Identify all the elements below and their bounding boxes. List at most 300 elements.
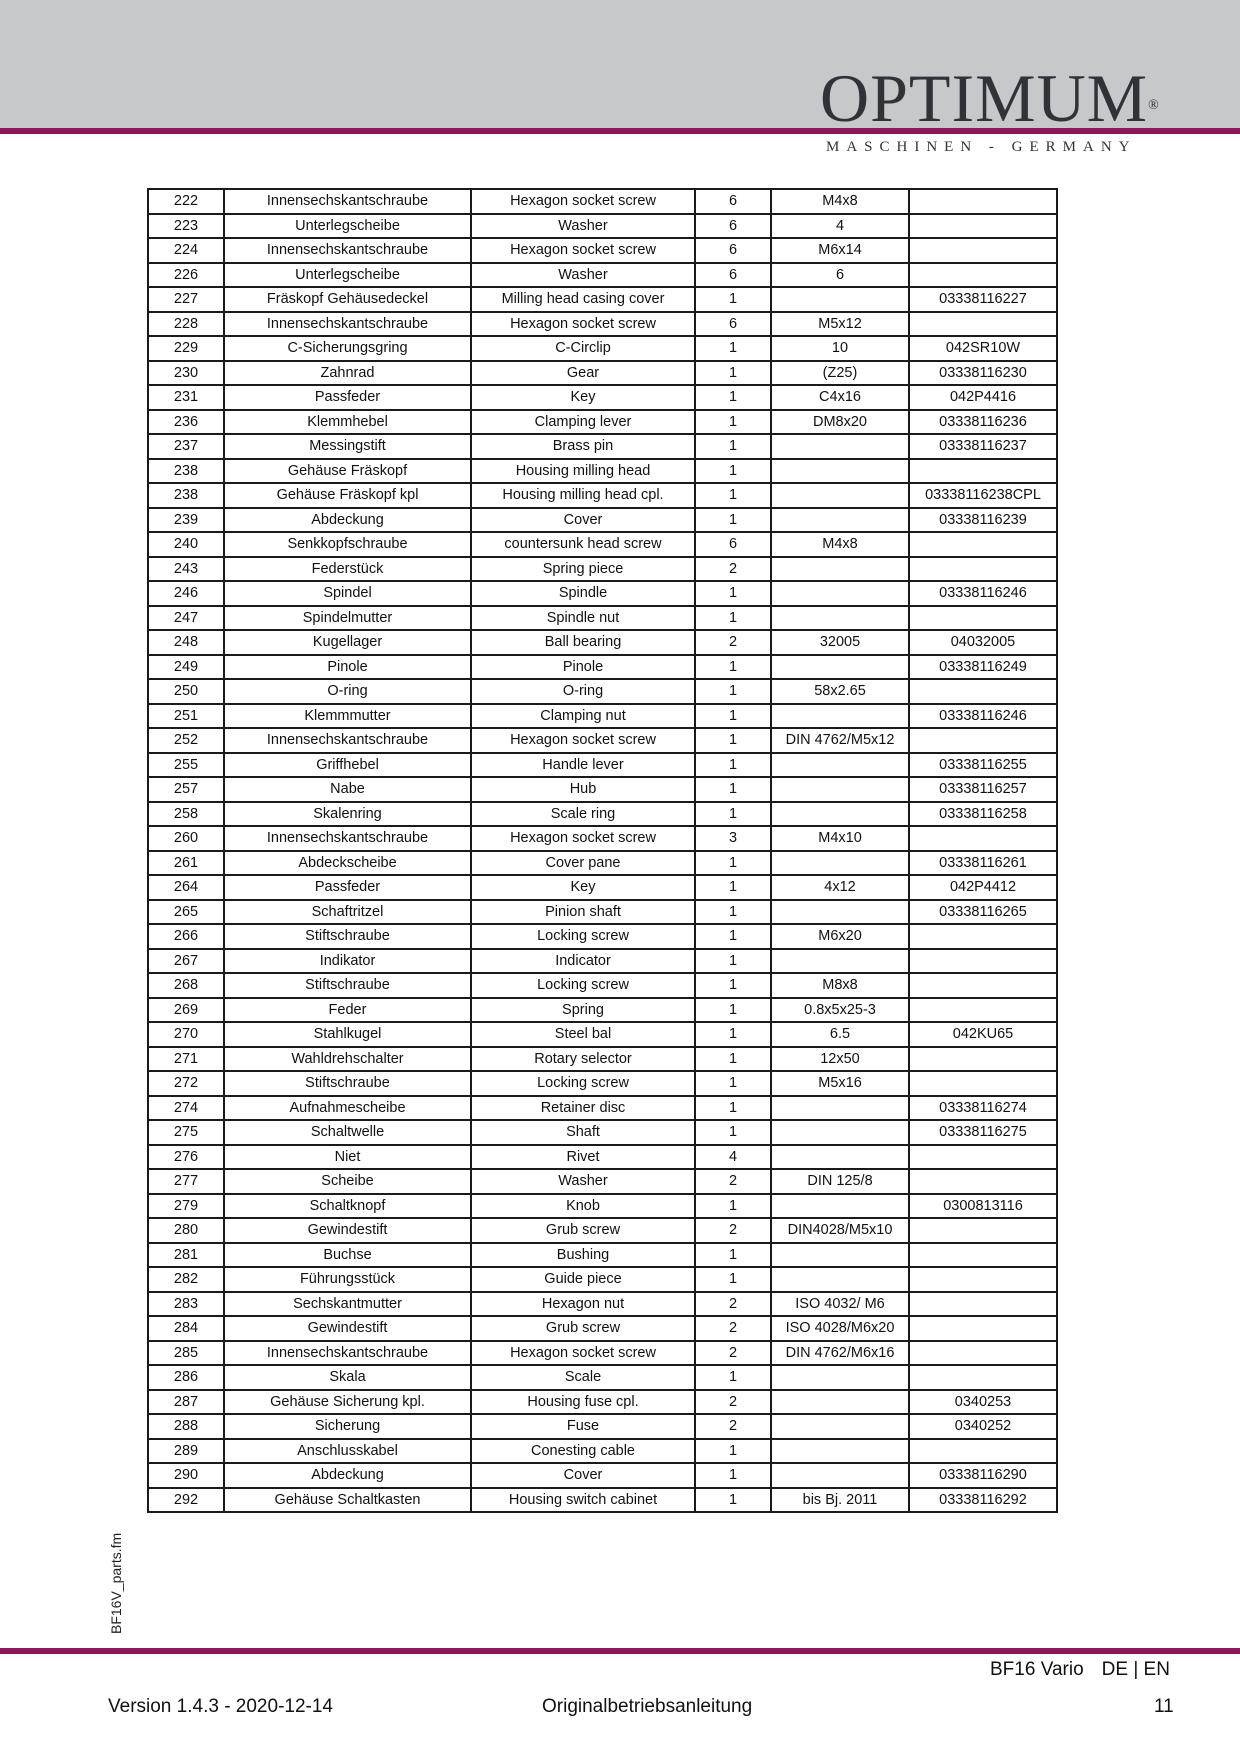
table-row — [148, 1292, 1057, 1317]
size-cell: 32005 — [771, 630, 909, 655]
size-cell — [771, 1365, 909, 1390]
english-name-cell: Scale — [471, 1365, 695, 1390]
size-cell — [771, 1439, 909, 1464]
size-cell — [771, 900, 909, 925]
position-cell: 276 — [148, 1145, 224, 1170]
logo-text: OPTIMUM — [820, 60, 1149, 136]
german-name-cell: Gehäuse Schaltkasten — [224, 1488, 471, 1513]
table-row — [148, 949, 1057, 974]
table-row — [148, 679, 1057, 704]
english-name-cell: Knob — [471, 1194, 695, 1219]
size-cell: M4x10 — [771, 826, 909, 851]
position-cell: 288 — [148, 1414, 224, 1439]
item-number-cell: 03338116238CPL — [909, 483, 1057, 508]
position-cell: 227 — [148, 287, 224, 312]
german-name-cell: Gehäuse Sicherung kpl. — [224, 1390, 471, 1415]
item-number-cell: 03338116261 — [909, 851, 1057, 876]
table-row — [148, 214, 1057, 239]
model-name: BF16 Vario — [990, 1659, 1084, 1680]
item-number-cell: 03338116265 — [909, 900, 1057, 925]
position-cell: 249 — [148, 655, 224, 680]
size-cell — [771, 851, 909, 876]
item-number-cell — [909, 1145, 1057, 1170]
table-row — [148, 385, 1057, 410]
table-row — [148, 875, 1057, 900]
registered-mark: ® — [1148, 98, 1160, 113]
table-row — [148, 361, 1057, 386]
size-cell: ISO 4028/M6x20 — [771, 1316, 909, 1341]
size-cell — [771, 581, 909, 606]
english-name-cell: Shaft — [471, 1120, 695, 1145]
table-row — [148, 606, 1057, 631]
table-row — [148, 802, 1057, 827]
english-name-cell: Conesting cable — [471, 1439, 695, 1464]
quantity-cell: 1 — [695, 483, 771, 508]
table-row — [148, 1365, 1057, 1390]
size-cell: 58x2.65 — [771, 679, 909, 704]
size-cell — [771, 1194, 909, 1219]
german-name-cell: Klemmmutter — [224, 704, 471, 729]
table-row — [148, 557, 1057, 582]
position-cell: 230 — [148, 361, 224, 386]
item-number-cell: 03338116255 — [909, 753, 1057, 778]
size-cell — [771, 655, 909, 680]
position-cell: 250 — [148, 679, 224, 704]
english-name-cell: C-Circlip — [471, 336, 695, 361]
item-number-cell: 042KU65 — [909, 1022, 1057, 1047]
german-name-cell: Abdeckung — [224, 508, 471, 533]
english-name-cell: Grub screw — [471, 1218, 695, 1243]
quantity-cell: 1 — [695, 581, 771, 606]
english-name-cell: Handle lever — [471, 753, 695, 778]
position-cell: 286 — [148, 1365, 224, 1390]
quantity-cell: 2 — [695, 1316, 771, 1341]
german-name-cell: Schaftritzel — [224, 900, 471, 925]
size-cell — [771, 777, 909, 802]
german-name-cell: Innensechskantschraube — [224, 189, 471, 214]
position-cell: 238 — [148, 459, 224, 484]
table-row — [148, 1488, 1057, 1513]
size-cell — [771, 753, 909, 778]
parts-table-body — [148, 189, 1057, 1512]
size-cell: M8x8 — [771, 973, 909, 998]
size-cell: M4x8 — [771, 189, 909, 214]
item-number-cell — [909, 1169, 1057, 1194]
table-row — [148, 434, 1057, 459]
english-name-cell: Clamping nut — [471, 704, 695, 729]
position-cell: 264 — [148, 875, 224, 900]
german-name-cell: Federstück — [224, 557, 471, 582]
item-number-cell — [909, 606, 1057, 631]
size-cell: M6x14 — [771, 238, 909, 263]
item-number-cell — [909, 998, 1057, 1023]
german-name-cell: Passfeder — [224, 385, 471, 410]
size-cell: 4x12 — [771, 875, 909, 900]
position-cell: 268 — [148, 973, 224, 998]
size-cell — [771, 557, 909, 582]
item-number-cell: 03338116275 — [909, 1120, 1057, 1145]
item-number-cell — [909, 1341, 1057, 1366]
table-row — [148, 581, 1057, 606]
quantity-cell: 1 — [695, 924, 771, 949]
quantity-cell: 3 — [695, 826, 771, 851]
english-name-cell: Scale ring — [471, 802, 695, 827]
position-cell: 252 — [148, 728, 224, 753]
position-cell: 240 — [148, 532, 224, 557]
item-number-cell: 0300813116 — [909, 1194, 1057, 1219]
item-number-cell — [909, 1071, 1057, 1096]
quantity-cell: 1 — [695, 606, 771, 631]
german-name-cell: Gehäuse Fräskopf kpl — [224, 483, 471, 508]
position-cell: 279 — [148, 1194, 224, 1219]
english-name-cell: Housing milling head — [471, 459, 695, 484]
table-row — [148, 777, 1057, 802]
size-cell: DIN 4762/M5x12 — [771, 728, 909, 753]
german-name-cell: Gehäuse Fräskopf — [224, 459, 471, 484]
quantity-cell: 1 — [695, 875, 771, 900]
english-name-cell: Retainer disc — [471, 1096, 695, 1121]
item-number-cell — [909, 238, 1057, 263]
item-number-cell — [909, 679, 1057, 704]
german-name-cell: Messingstift — [224, 434, 471, 459]
quantity-cell: 6 — [695, 214, 771, 239]
size-cell: M6x20 — [771, 924, 909, 949]
position-cell: 226 — [148, 263, 224, 288]
german-name-cell: Stiftschraube — [224, 1071, 471, 1096]
position-cell: 280 — [148, 1218, 224, 1243]
german-name-cell: Führungsstück — [224, 1267, 471, 1292]
english-name-cell: Washer — [471, 1169, 695, 1194]
position-cell: 289 — [148, 1439, 224, 1464]
size-cell: ISO 4032/ M6 — [771, 1292, 909, 1317]
english-name-cell: Housing switch cabinet — [471, 1488, 695, 1513]
german-name-cell: Stiftschraube — [224, 973, 471, 998]
english-name-cell: Cover — [471, 1463, 695, 1488]
table-row — [148, 1316, 1057, 1341]
size-cell: 6.5 — [771, 1022, 909, 1047]
quantity-cell: 1 — [695, 385, 771, 410]
german-name-cell: Wahldrehschalter — [224, 1047, 471, 1072]
english-name-cell: Rivet — [471, 1145, 695, 1170]
size-cell — [771, 1267, 909, 1292]
item-number-cell — [909, 973, 1057, 998]
german-name-cell: Spindelmutter — [224, 606, 471, 631]
quantity-cell: 1 — [695, 410, 771, 435]
quantity-cell: 2 — [695, 1414, 771, 1439]
item-number-cell: 04032005 — [909, 630, 1057, 655]
table-row — [148, 1194, 1057, 1219]
size-cell: 0.8x5x25-3 — [771, 998, 909, 1023]
size-cell — [771, 606, 909, 631]
position-cell: 284 — [148, 1316, 224, 1341]
german-name-cell: Nabe — [224, 777, 471, 802]
english-name-cell: Fuse — [471, 1414, 695, 1439]
english-name-cell: Hexagon socket screw — [471, 728, 695, 753]
item-number-cell: 03338116237 — [909, 434, 1057, 459]
english-name-cell: Steel bal — [471, 1022, 695, 1047]
item-number-cell: 03338116292 — [909, 1488, 1057, 1513]
table-row — [148, 1439, 1057, 1464]
quantity-cell: 1 — [695, 949, 771, 974]
quantity-cell: 2 — [695, 1390, 771, 1415]
table-row — [148, 1145, 1057, 1170]
english-name-cell: Locking screw — [471, 973, 695, 998]
english-name-cell: Brass pin — [471, 434, 695, 459]
item-number-cell: 03338116227 — [909, 287, 1057, 312]
quantity-cell: 1 — [695, 753, 771, 778]
english-name-cell: Locking screw — [471, 1071, 695, 1096]
table-row — [148, 1022, 1057, 1047]
position-cell: 274 — [148, 1096, 224, 1121]
quantity-cell: 6 — [695, 532, 771, 557]
size-cell — [771, 1414, 909, 1439]
english-name-cell: Spindle — [471, 581, 695, 606]
table-row — [148, 924, 1057, 949]
table-row — [148, 1414, 1057, 1439]
size-cell: DIN4028/M5x10 — [771, 1218, 909, 1243]
english-name-cell: Hexagon nut — [471, 1292, 695, 1317]
item-number-cell — [909, 459, 1057, 484]
english-name-cell: Indicator — [471, 949, 695, 974]
position-cell: 267 — [148, 949, 224, 974]
position-cell: 243 — [148, 557, 224, 582]
item-number-cell: 042SR10W — [909, 336, 1057, 361]
quantity-cell: 1 — [695, 1365, 771, 1390]
size-cell — [771, 1390, 909, 1415]
german-name-cell: Scheibe — [224, 1169, 471, 1194]
logo-tagline: MASCHINEN - GERMANY — [826, 139, 1137, 155]
quantity-cell: 6 — [695, 189, 771, 214]
size-cell: 10 — [771, 336, 909, 361]
german-name-cell: Spindel — [224, 581, 471, 606]
quantity-cell: 1 — [695, 1071, 771, 1096]
german-name-cell: Stiftschraube — [224, 924, 471, 949]
position-cell: 270 — [148, 1022, 224, 1047]
item-number-cell: 03338116249 — [909, 655, 1057, 680]
table-row — [148, 630, 1057, 655]
quantity-cell: 1 — [695, 728, 771, 753]
table-row — [148, 728, 1057, 753]
position-cell: 285 — [148, 1341, 224, 1366]
german-name-cell: Schaltwelle — [224, 1120, 471, 1145]
table-row — [148, 1218, 1057, 1243]
size-cell — [771, 1145, 909, 1170]
item-number-cell — [909, 557, 1057, 582]
german-name-cell: C-Sicherungsgring — [224, 336, 471, 361]
german-name-cell: Abdeckscheibe — [224, 851, 471, 876]
position-cell: 231 — [148, 385, 224, 410]
english-name-cell: Guide piece — [471, 1267, 695, 1292]
item-number-cell — [909, 312, 1057, 337]
size-cell — [771, 1463, 909, 1488]
quantity-cell: 1 — [695, 1120, 771, 1145]
table-row — [148, 263, 1057, 288]
item-number-cell — [909, 1439, 1057, 1464]
size-cell: M4x8 — [771, 532, 909, 557]
position-cell: 257 — [148, 777, 224, 802]
english-name-cell: countersunk head screw — [471, 532, 695, 557]
german-name-cell: Buchse — [224, 1243, 471, 1268]
english-name-cell: Clamping lever — [471, 410, 695, 435]
quantity-cell: 1 — [695, 361, 771, 386]
german-name-cell: Innensechskantschraube — [224, 1341, 471, 1366]
english-name-cell: Gear — [471, 361, 695, 386]
english-name-cell: Bushing — [471, 1243, 695, 1268]
quantity-cell: 1 — [695, 287, 771, 312]
position-cell: 260 — [148, 826, 224, 851]
position-cell: 269 — [148, 998, 224, 1023]
position-cell: 258 — [148, 802, 224, 827]
english-name-cell: Pinole — [471, 655, 695, 680]
item-number-cell — [909, 728, 1057, 753]
position-cell: 237 — [148, 434, 224, 459]
quantity-cell: 1 — [695, 973, 771, 998]
position-cell: 247 — [148, 606, 224, 631]
german-name-cell: Fräskopf Gehäusedeckel — [224, 287, 471, 312]
size-cell: bis Bj. 2011 — [771, 1488, 909, 1513]
table-row — [148, 1463, 1057, 1488]
table-row — [148, 532, 1057, 557]
item-number-cell — [909, 1218, 1057, 1243]
table-row — [148, 508, 1057, 533]
table-row — [148, 851, 1057, 876]
german-name-cell: O-ring — [224, 679, 471, 704]
item-number-cell — [909, 189, 1057, 214]
item-number-cell — [909, 1047, 1057, 1072]
quantity-cell: 1 — [695, 508, 771, 533]
item-number-cell — [909, 924, 1057, 949]
position-cell: 224 — [148, 238, 224, 263]
quantity-cell: 1 — [695, 655, 771, 680]
position-cell: 222 — [148, 189, 224, 214]
german-name-cell: Klemmhebel — [224, 410, 471, 435]
quantity-cell: 1 — [695, 1022, 771, 1047]
german-name-cell: Skala — [224, 1365, 471, 1390]
quantity-cell: 1 — [695, 1194, 771, 1219]
english-name-cell: Washer — [471, 214, 695, 239]
size-cell — [771, 483, 909, 508]
german-name-cell: Unterlegscheibe — [224, 214, 471, 239]
quantity-cell: 6 — [695, 312, 771, 337]
position-cell: 248 — [148, 630, 224, 655]
german-name-cell: Anschlusskabel — [224, 1439, 471, 1464]
size-cell — [771, 802, 909, 827]
english-name-cell: Housing milling head cpl. — [471, 483, 695, 508]
item-number-cell: 0340253 — [909, 1390, 1057, 1415]
size-cell: DIN 4762/M6x16 — [771, 1341, 909, 1366]
table-row — [148, 312, 1057, 337]
item-number-cell: 042P4412 — [909, 875, 1057, 900]
position-cell: 272 — [148, 1071, 224, 1096]
english-name-cell: O-ring — [471, 679, 695, 704]
item-number-cell: 03338116290 — [909, 1463, 1057, 1488]
table-row — [148, 1120, 1057, 1145]
size-cell — [771, 434, 909, 459]
german-name-cell: Skalenring — [224, 802, 471, 827]
table-row — [148, 1243, 1057, 1268]
position-cell: 229 — [148, 336, 224, 361]
table-row — [148, 1096, 1057, 1121]
quantity-cell: 1 — [695, 1463, 771, 1488]
quantity-cell: 1 — [695, 802, 771, 827]
quantity-cell: 1 — [695, 336, 771, 361]
german-name-cell: Zahnrad — [224, 361, 471, 386]
item-number-cell — [909, 826, 1057, 851]
german-name-cell: Schaltknopf — [224, 1194, 471, 1219]
table-row — [148, 900, 1057, 925]
quantity-cell: 1 — [695, 998, 771, 1023]
english-name-cell: Cover pane — [471, 851, 695, 876]
position-cell: 246 — [148, 581, 224, 606]
german-name-cell: Passfeder — [224, 875, 471, 900]
english-name-cell: Key — [471, 875, 695, 900]
quantity-cell: 1 — [695, 1267, 771, 1292]
quantity-cell: 6 — [695, 263, 771, 288]
item-number-cell: 03338116236 — [909, 410, 1057, 435]
footer-divider — [0, 1648, 1240, 1654]
quantity-cell: 1 — [695, 1488, 771, 1513]
table-row — [148, 336, 1057, 361]
english-name-cell: Cover — [471, 508, 695, 533]
german-name-cell: Sicherung — [224, 1414, 471, 1439]
quantity-cell: 2 — [695, 1292, 771, 1317]
position-cell: 275 — [148, 1120, 224, 1145]
item-number-cell: 03338116274 — [909, 1096, 1057, 1121]
english-name-cell: Hexagon socket screw — [471, 1341, 695, 1366]
size-cell — [771, 459, 909, 484]
position-cell: 261 — [148, 851, 224, 876]
german-name-cell: Indikator — [224, 949, 471, 974]
position-cell: 283 — [148, 1292, 224, 1317]
english-name-cell: Hexagon socket screw — [471, 189, 695, 214]
item-number-cell — [909, 532, 1057, 557]
size-cell — [771, 508, 909, 533]
english-name-cell: Rotary selector — [471, 1047, 695, 1072]
quantity-cell: 1 — [695, 459, 771, 484]
size-cell — [771, 1243, 909, 1268]
english-name-cell: Locking screw — [471, 924, 695, 949]
english-name-cell: Washer — [471, 263, 695, 288]
size-cell: (Z25) — [771, 361, 909, 386]
position-cell: 281 — [148, 1243, 224, 1268]
english-name-cell: Housing fuse cpl. — [471, 1390, 695, 1415]
item-number-cell — [909, 1292, 1057, 1317]
german-name-cell: Innensechskantschraube — [224, 728, 471, 753]
german-name-cell: Innensechskantschraube — [224, 826, 471, 851]
item-number-cell: 03338116239 — [909, 508, 1057, 533]
german-name-cell: Kugellager — [224, 630, 471, 655]
english-name-cell: Hexagon socket screw — [471, 312, 695, 337]
quantity-cell: 2 — [695, 630, 771, 655]
position-cell: 290 — [148, 1463, 224, 1488]
item-number-cell — [909, 263, 1057, 288]
position-cell: 223 — [148, 214, 224, 239]
quantity-cell: 1 — [695, 777, 771, 802]
position-cell: 239 — [148, 508, 224, 533]
position-cell: 271 — [148, 1047, 224, 1072]
position-cell: 265 — [148, 900, 224, 925]
size-cell — [771, 1120, 909, 1145]
table-row — [148, 287, 1057, 312]
table-row — [148, 753, 1057, 778]
item-number-cell: 03338116258 — [909, 802, 1057, 827]
item-number-cell: 0340252 — [909, 1414, 1057, 1439]
position-cell: 236 — [148, 410, 224, 435]
page-number: 11 — [1154, 1696, 1174, 1717]
german-name-cell: Niet — [224, 1145, 471, 1170]
item-number-cell — [909, 1365, 1057, 1390]
size-cell: M5x16 — [771, 1071, 909, 1096]
